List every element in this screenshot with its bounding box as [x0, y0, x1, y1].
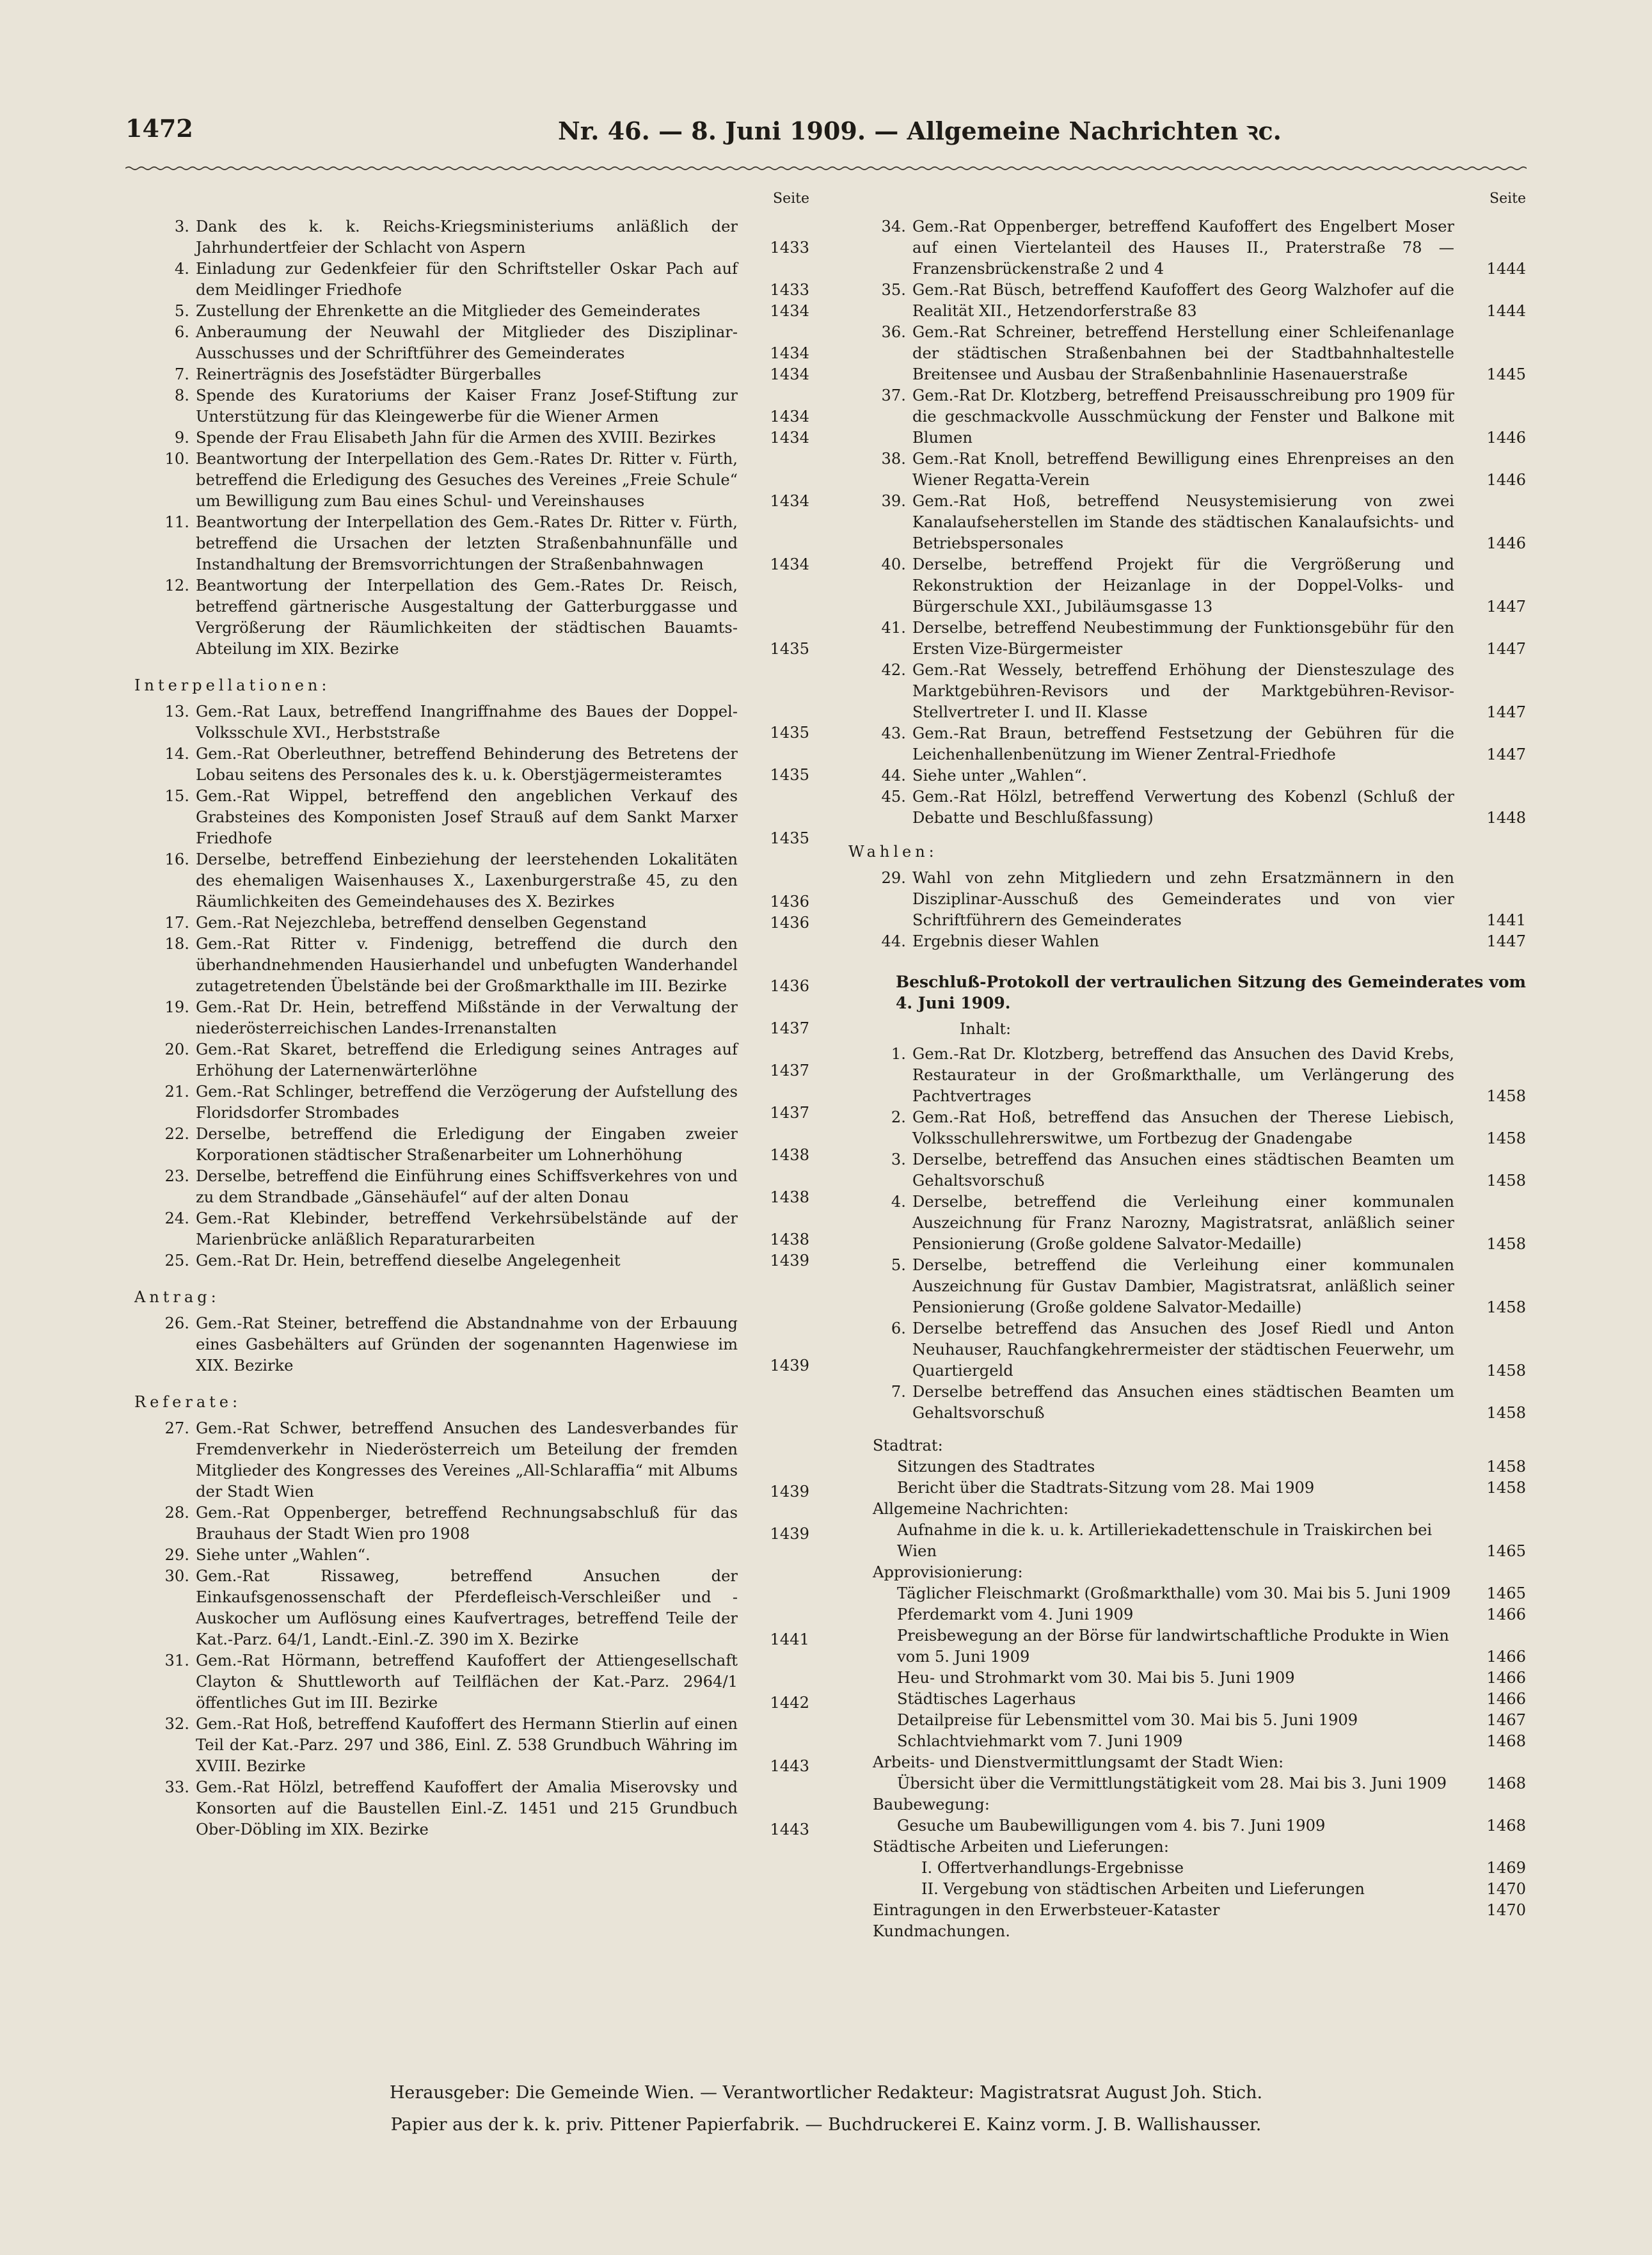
entry-number: 5.	[174, 302, 189, 320]
entry-number: 7.	[891, 1383, 906, 1401]
entry-number: 6.	[174, 323, 189, 341]
toc-entry	[873, 1668, 1526, 1689]
toc-entry	[160, 912, 809, 934]
entry-number: 17.	[164, 914, 189, 932]
entry-text: Approvisionierung:	[873, 1563, 1023, 1581]
entry-text: Derselbe, betreffend die Verleihung einer kommunalen Auszeichnung für Franz Narozny, Magistratsrat, anläßlich seiner Pensionierung (Große goldene Salvator-Medaille)	[912, 1193, 1454, 1253]
section-referate: Referate:	[134, 1393, 242, 1411]
toc-entry	[160, 934, 809, 997]
toc-entry	[160, 1566, 809, 1650]
toc-category	[873, 1752, 1526, 1773]
entry-number: 8.	[174, 386, 189, 404]
entry-page: 1465	[1486, 1542, 1526, 1560]
toc-entry	[877, 449, 1526, 491]
entry-page: 1468	[1486, 1817, 1526, 1835]
entry-text: Gem.-Rat Oppenberger, betreffend Kaufoffert des Engelbert Moser auf einen Viertelanteil des Hauses II., Praterstraße 78 — Franzensbrückenstraße 2 und 4	[912, 218, 1454, 278]
toc-entry	[877, 786, 1526, 829]
entry-page: 1442	[770, 1694, 809, 1712]
entry-text: Gem.-Rat Wessely, betreffend Erhöhung der Diensteszulage des Marktgebühren-Revisors und der Marktgebühren-Revisor-Stellvertreter I. und II. Klasse	[912, 661, 1454, 721]
page-title: Nr. 46. — 8. Juni 1909. — Allgemeine Nachrichten ꝛc.	[558, 116, 1282, 145]
entry-number: 26.	[164, 1314, 189, 1332]
entry-number: 38.	[881, 450, 906, 468]
entry-text: Derselbe, betreffend die Verleihung einer kommunalen Auszeichnung für Gustav Dambier, Magistratsrat, anläßlich seiner Pensionierung (Große goldene Salvator-Medaille)	[912, 1256, 1454, 1316]
entry-text: Dank des k. k. Reichs-Kriegsministeriums anläßlich der Jahrhundertfeier der Schlacht von Aspern	[196, 218, 738, 257]
entry-number: 12.	[164, 577, 189, 594]
entry-text: Gem.-Rat Dr. Klotzberg, betreffend Preisausschreibung pro 1909 für die geschmackvolle Ausschmückung der Fenster und Balkone mit Blumen	[912, 386, 1454, 447]
entry-page: 1466	[1486, 1648, 1526, 1666]
entry-text: II. Vergebung von städtischen Arbeiten und Lieferungen	[921, 1880, 1365, 1898]
entry-text: Gem.-Rat Hölzl, betreffend Verwertung des Kobenzl (Schluß der Debatte und Beschlußfassung)	[912, 788, 1454, 827]
entry-number: 43.	[881, 724, 906, 742]
entry-page: 1439	[770, 1357, 809, 1375]
toc-entry	[160, 216, 809, 259]
toc-entry	[160, 1313, 809, 1376]
toc-entry	[877, 1255, 1526, 1318]
entry-text: Derselbe, betreffend Projekt für die Vergrößerung und Rekonstruktion der Heizanlage in der Doppel-Volks- und Bürgerschule XXI., Jubiläumsgasse 13	[912, 555, 1454, 616]
entry-text: Gem.-Rat Dr. Hein, betreffend dieselbe Angelegenheit	[196, 1252, 621, 1270]
toc-entry	[160, 1250, 809, 1271]
entry-page: 1439	[770, 1252, 809, 1270]
seite-label: Seite	[773, 191, 809, 207]
entry-page: 1458	[1486, 1404, 1526, 1422]
entry-number: 29.	[164, 1546, 189, 1564]
entry-text: Derselbe, betreffend Neubestimmung der Funktionsgebühr für den Ersten Vize-Bürgermeister	[912, 619, 1454, 658]
entry-page: 1466	[1486, 1606, 1526, 1623]
entry-page: 1458	[1486, 1235, 1526, 1253]
entry-text: I. Offertverhandlungs-Ergebnisse	[921, 1859, 1184, 1877]
entry-text: Gem.-Rat Knoll, betreffend Bewilligung eines Ehrenpreises an den Wiener Regatta-Verein	[912, 450, 1454, 489]
entry-page: 1436	[770, 977, 809, 995]
entry-text: Stadtrat:	[873, 1437, 943, 1454]
entry-page: 1434	[770, 365, 809, 383]
entry-page: 1437	[770, 1019, 809, 1037]
entry-text: Sitzungen des Stadtrates	[897, 1458, 1095, 1476]
toc-entry	[873, 1456, 1526, 1478]
entry-page: 1447	[1486, 745, 1526, 763]
entry-text: Gem.-Rat Hölzl, betreffend Kaufoffert der Amalia Miserovsky und Konsorten auf die Baustellen Einl.-Z. 1451 und 215 Grundbuch Ober-Döbling im XIX. Bezirke	[196, 1778, 738, 1838]
toc-category	[873, 1794, 1526, 1815]
entry-text: Derselbe, betreffend die Erledigung der Eingaben zweier Korporationen städtischer Straßenarbeiter um Lohnerhöhung	[196, 1125, 738, 1164]
entry-text: Derselbe betreffend das Ansuchen des Josef Riedl und Anton Neuhauser, Rauchfangkehrermeister der städtischen Feuerwehr, um Quartiergeld	[912, 1319, 1454, 1380]
entry-number: 11.	[164, 513, 189, 531]
entry-number: 30.	[164, 1567, 189, 1585]
entry-text: Gesuche um Baubewilligungen vom 4. bis 7. Juni 1909	[897, 1817, 1326, 1835]
entry-text: Derselbe, betreffend das Ansuchen eines städtischen Beamten um Gehaltsvorschuß	[912, 1151, 1454, 1190]
entry-page: 1434	[770, 408, 809, 426]
entry-number: 3.	[891, 1151, 906, 1168]
entry-number: 40.	[881, 555, 906, 573]
entry-text: Detailpreise für Lebensmittel vom 30. Mai bis 5. Juni 1909	[897, 1711, 1358, 1729]
entry-page: 1447	[1486, 598, 1526, 616]
entry-text: Siehe unter „Wahlen“.	[196, 1546, 370, 1564]
entry-number: 28.	[164, 1504, 189, 1522]
entry-number: 6.	[891, 1319, 906, 1337]
entry-number: 5.	[891, 1256, 906, 1274]
toc-entry	[877, 1044, 1526, 1107]
entry-text: Arbeits- und Dienstvermittlungsamt der Stadt Wien:	[873, 1753, 1284, 1771]
toc-entry	[877, 1382, 1526, 1424]
entry-number: 42.	[881, 661, 906, 679]
entry-page: 1439	[770, 1483, 809, 1501]
toc-category	[873, 1562, 1526, 1583]
entry-text: Gem.-Rat Rissaweg, betreffend Ansuchen der Einkaufsgenossenschaft der Pferdefleisch-Verschleißer und -Auskocher um Auflösung eines Kaufvertrages, betreffend Teile der Kat.-Parz. 64/1, Landt.-Einl.-Z. 390 im X. Bezirke	[196, 1567, 738, 1648]
toc-entry	[160, 1081, 809, 1124]
entry-text: Pferdemarkt vom 4. Juni 1909	[897, 1606, 1134, 1623]
entry-page: 1441	[770, 1630, 809, 1648]
entry-number: 13.	[164, 703, 189, 721]
entry-text: Gem.-Rat Hoß, betreffend Kaufoffert des Hermann Stierlin auf einen Teil der Kat.-Parz. 297 und 386, Einl. Z. 538 Grundbuch Währing im XVIII. Bezirke	[196, 1715, 738, 1775]
entry-text: Preisbewegung an der Börse für landwirtschaftliche Produkte in Wien vom 5. Juni 1909	[897, 1627, 1449, 1666]
toc-entry	[160, 1545, 809, 1566]
entry-page: 1467	[1486, 1711, 1526, 1729]
entry-text: Gem.-Rat Klebinder, betreffend Verkehrsübelstände auf der Marienbrücke anläßlich Reparaturarbeiten	[196, 1209, 738, 1248]
entry-text: Gem.-Rat Skaret, betreffend die Erledigung seines Antrages auf Erhöhung der Laternenwärterlöhne	[196, 1040, 738, 1080]
entry-page: 1435	[770, 829, 809, 847]
toc-entry	[873, 1478, 1526, 1499]
entry-page: 1458	[1486, 1479, 1526, 1497]
entry-page: 1465	[1486, 1584, 1526, 1602]
entry-text: Heu- und Strohmarkt vom 30. Mai bis 5. Juni 1909	[897, 1669, 1295, 1687]
toc-entry	[877, 723, 1526, 765]
toc-entry	[160, 1166, 809, 1208]
entry-page: 1458	[1486, 1172, 1526, 1190]
entry-page: 1447	[1486, 703, 1526, 721]
toc-entry	[873, 1710, 1526, 1731]
entry-number: 4.	[891, 1193, 906, 1211]
toc-entry	[160, 364, 809, 385]
entry-page: 1435	[770, 640, 809, 658]
entry-number: 24.	[164, 1209, 189, 1227]
entry-page: 1438	[770, 1146, 809, 1164]
entry-number: 44.	[881, 767, 906, 785]
entry-page: 1447	[1486, 640, 1526, 658]
entry-page: 1446	[1486, 534, 1526, 552]
entry-text: Aufnahme in die k. u. k. Artilleriekadettenschule in Traiskirchen bei Wien	[897, 1521, 1433, 1560]
toc-entry	[160, 744, 809, 786]
entry-page: 1437	[770, 1104, 809, 1122]
entry-page: 1434	[770, 492, 809, 510]
entry-text: Gem.-Rat Hoß, betreffend das Ansuchen der Therese Liebisch, Volksschullehrerswitwe, um Fortbezug der Gnadengabe	[912, 1108, 1454, 1147]
entry-page: 1433	[770, 239, 809, 257]
entry-text: Gem.-Rat Büsch, betreffend Kaufoffert des Georg Walzhofer auf die Realität XII., Hetzendorferstraße 83	[912, 281, 1454, 320]
entry-number: 18.	[164, 935, 189, 953]
entry-text: Gem.-Rat Ritter v. Findenigg, betreffend die durch den überhandnehmenden Hausierhandel und unbefugten Wanderhandel zutagetretenden Übelstände bei der Großmarkthalle im III. Bezirke	[196, 935, 738, 995]
entry-text: Gem.-Rat Hoß, betreffend Neusystemisierung von zwei Kanalaufseherstellen im Stande des städtischen Kanalaufsichts- und Betriebspersonales	[912, 492, 1454, 552]
toc-entry	[160, 849, 809, 912]
protokoll-heading: Beschluß-Protokoll der vertraulichen Sitzung des Gemeinderates vom 4. Juni 1909.	[896, 973, 1526, 1012]
entry-page: 1434	[770, 344, 809, 362]
entry-text: Gem.-Rat Wippel, betreffend den angeblichen Verkauf des Grabsteines des Komponisten Josef Strauß auf dem Sankt Marxer Friedhofe	[196, 787, 738, 847]
entry-page: 1439	[770, 1525, 809, 1543]
entry-text: Spende der Frau Elisabeth Jahn für die Armen des XVIII. Bezirkes	[196, 429, 716, 447]
entry-number: 15.	[164, 787, 189, 805]
toc-category	[873, 1435, 1526, 1456]
entry-text: Eintragungen in den Erwerbsteuer-Kataster	[873, 1901, 1220, 1919]
entry-page: 1458	[1486, 1298, 1526, 1316]
entry-text: Kundmachungen.	[873, 1922, 1010, 1940]
toc-entry	[160, 1208, 809, 1250]
entry-number: 39.	[881, 492, 906, 510]
section-interpellationen: Interpellationen:	[134, 676, 331, 694]
entry-page: 1468	[1486, 1774, 1526, 1792]
entry-number: 34.	[881, 218, 906, 235]
entry-text: Gem.-Rat Dr. Hein, betreffend Mißstände in der Verwaltung der niederösterreichischen Landes-Irrenanstalten	[196, 998, 738, 1037]
entries-list-interpellationen	[160, 701, 809, 1271]
stadtrat-list	[873, 1435, 1526, 1942]
entries-list-referate	[160, 1418, 809, 1840]
toc-entry	[877, 765, 1526, 786]
entry-page: 1468	[1486, 1732, 1526, 1750]
header-rule	[125, 165, 1527, 171]
entry-page: 1445	[1486, 365, 1526, 383]
entry-text: Gem.-Rat Oppenberger, betreffend Rechnungsabschluß für das Brauhaus der Stadt Wien pro 1908	[196, 1504, 738, 1543]
toc-category	[873, 1837, 1526, 1858]
entry-text: Städtisches Lagerhaus	[897, 1690, 1076, 1708]
entry-text: Derselbe betreffend das Ansuchen eines städtischen Beamten um Gehaltsvorschuß	[912, 1383, 1454, 1422]
entry-text: Baubewegung:	[873, 1796, 990, 1813]
toc-entry	[877, 322, 1526, 385]
toc-entry	[160, 997, 809, 1039]
toc-entry	[873, 1900, 1526, 1921]
toc-entry	[873, 1583, 1526, 1604]
entry-number: 37.	[881, 386, 906, 404]
toc-entry	[873, 1689, 1526, 1710]
entry-page: 1458	[1486, 1087, 1526, 1105]
entry-text: Derselbe, betreffend Einbeziehung der leerstehenden Lokalitäten des ehemaligen Waisenhauses X., Laxenburgerstraße 45, zu den Räumlichkeiten des Gemeindehauses des X. Bezirkes	[196, 850, 738, 911]
entry-page: 1469	[1486, 1859, 1526, 1877]
entry-text: Einladung zur Gedenkfeier für den Schriftsteller Oskar Pach auf dem Meidlinger Friedhofe	[196, 260, 738, 299]
entry-number: 29.	[881, 869, 906, 887]
entry-page: 1433	[770, 281, 809, 299]
entry-number: 1.	[891, 1045, 906, 1063]
toc-entry	[160, 1502, 809, 1545]
toc-category	[873, 1499, 1526, 1520]
entry-text: Beantwortung der Interpellation des Gem.-Rates Dr. Ritter v. Fürth, betreffend die Ursachen der letzten Straßenbahnunfälle und Instandhaltung der Bremsvorrichtungen der Straßenbahnwagen	[196, 513, 738, 573]
entry-number: 41.	[881, 619, 906, 637]
toc-entry	[160, 427, 809, 449]
entry-page: 1437	[770, 1062, 809, 1080]
entries-list-antrag	[160, 1313, 809, 1376]
entry-page: 1444	[1486, 302, 1526, 320]
entry-text: Gem.-Rat Dr. Klotzberg, betreffend das Ansuchen des David Krebs, Restaurateur in der Großmarkthalle, um Verlängerung des Pachtvertrages	[912, 1045, 1454, 1105]
entry-page: 1443	[770, 1757, 809, 1775]
entry-text: Anberaumung der Neuwahl der Mitglieder des Disziplinar-Ausschusses und der Schriftführer des Gemeinderates	[196, 323, 738, 362]
entry-number: 9.	[174, 429, 189, 447]
entry-page: 1435	[770, 724, 809, 742]
entry-page: 1436	[770, 893, 809, 911]
toc-entry	[877, 1318, 1526, 1382]
toc-entry	[877, 931, 1526, 952]
entry-text: Gem.-Rat Oberleuthner, betreffend Behinderung des Betretens der Lobau seitens des Personales des k. u. k. Oberstjägermeisteramtes	[196, 745, 738, 784]
entry-page: 1435	[770, 766, 809, 784]
entry-text: Gem.-Rat Steiner, betreffend die Abstandnahme von der Erbauung eines Gasbehälters auf Gründen der sogenannten Hagenwiese im XIX. Bezirke	[196, 1314, 738, 1375]
entry-text: Reinerträgnis des Josefstädter Bürgerballes	[196, 365, 541, 383]
page-number: 1472	[125, 114, 193, 143]
entry-page: 1446	[1486, 471, 1526, 489]
entry-number: 4.	[174, 260, 189, 278]
toc-entry	[873, 1815, 1526, 1837]
entry-page: 1434	[770, 302, 809, 320]
toc-entry	[877, 216, 1526, 280]
inhalt-label: Inhalt:	[960, 1020, 1012, 1038]
toc-entry	[873, 1520, 1526, 1562]
toc-entry	[877, 618, 1526, 660]
toc-entry	[873, 1858, 1526, 1879]
toc-entry	[160, 701, 809, 744]
entry-number: 22.	[164, 1125, 189, 1143]
entries-list-wahlen	[877, 868, 1526, 952]
entry-number: 23.	[164, 1167, 189, 1185]
entry-number: 33.	[164, 1778, 189, 1796]
toc-entry	[160, 1039, 809, 1081]
toc-entry	[877, 280, 1526, 322]
entry-number: 2.	[891, 1108, 906, 1126]
entry-text: Gem.-Rat Schreiner, betreffend Herstellung einer Schleifenanlage der städtischen Straßenbahnen bei der Stadtbahnhaltestelle Breitensee und Ausbau der Straßenbahnlinie Hasenauerstraße	[912, 323, 1454, 383]
entry-number: 44.	[881, 932, 906, 950]
toc-entry	[160, 1124, 809, 1166]
entry-page: 1466	[1486, 1690, 1526, 1708]
entry-number: 45.	[881, 788, 906, 806]
toc-entry	[160, 575, 809, 660]
entry-page: 1458	[1486, 1362, 1526, 1380]
entry-text: Zustellung der Ehrenkette an die Mitglieder des Gemeinderates	[196, 302, 701, 320]
toc-entry	[160, 449, 809, 512]
section-antrag: Antrag:	[134, 1288, 220, 1306]
entry-page: 1446	[1486, 429, 1526, 447]
toc-entry	[160, 1714, 809, 1777]
entry-text: Ergebnis dieser Wahlen	[912, 932, 1099, 950]
entry-number: 31.	[164, 1652, 189, 1669]
toc-entry	[877, 1191, 1526, 1255]
entry-page: 1470	[1486, 1901, 1526, 1919]
entry-text: Siehe unter „Wahlen“.	[912, 767, 1087, 785]
toc-entry	[160, 322, 809, 364]
entry-text: Beantwortung der Interpellation des Gem.-Rates Dr. Ritter v. Fürth, betreffend die Erledigung des Gesuches des Vereines „Freie Schule“ um Bewilligung zum Bau eines Schul- und Vereinshauses	[196, 450, 738, 510]
entry-number: 36.	[881, 323, 906, 341]
entry-page: 1458	[1486, 1458, 1526, 1476]
entry-text: Gem.-Rat Nejezchleba, betreffend denselben Gegenstand	[196, 914, 647, 932]
entry-page: 1443	[770, 1821, 809, 1838]
toc-entry	[877, 554, 1526, 618]
toc-entry	[160, 1650, 809, 1714]
toc-entry	[160, 259, 809, 301]
entry-text: Spende des Kuratoriums der Kaiser Franz Josef-Stiftung zur Unterstützung für das Kleingewerbe für die Wiener Armen	[196, 386, 738, 426]
entries-list-b	[877, 216, 1526, 829]
entry-text: Gem.-Rat Laux, betreffend Inangriffnahme des Baues der Doppel-Volksschule XVI., Herbststraße	[196, 703, 738, 742]
toc-entry	[160, 385, 809, 427]
toc-entry	[873, 1879, 1526, 1900]
seite-label-right: Seite	[1489, 191, 1526, 207]
entry-text: Täglicher Fleischmarkt (Großmarkthalle) vom 30. Mai bis 5. Juni 1909	[897, 1584, 1451, 1602]
entry-text: Wahl von zehn Mitgliedern und zehn Ersatzmännern in den Disziplinar-Ausschuß des Gemeinderates und von vier Schriftführern des Gemeinderates	[912, 869, 1454, 929]
entry-number: 21.	[164, 1083, 189, 1101]
toc-entry	[877, 491, 1526, 554]
entry-page: 1438	[770, 1231, 809, 1248]
toc-entry	[877, 1149, 1526, 1191]
entries-list-protokoll	[877, 1044, 1526, 1424]
entry-page: 1436	[770, 914, 809, 932]
entry-text: Derselbe, betreffend die Einführung eines Schiffsverkehres von und zu dem Strandbade „Gänsehäufel“ auf der alten Donau	[196, 1167, 738, 1206]
footer-printer: Papier aus der k. k. priv. Pittener Papierfabrik. — Buchdruckerei E. Kainz vorm. J. B. Wallishausser.	[390, 2115, 1262, 2135]
footer-publisher: Herausgeber: Die Gemeinde Wien. — Verantwortlicher Redakteur: Magistratsrat August Joh. Stich.	[389, 2083, 1263, 2103]
toc-entry	[873, 1625, 1526, 1668]
toc-entry	[873, 1773, 1526, 1794]
entry-number: 35.	[881, 281, 906, 299]
section-wahlen: Wahlen:	[848, 843, 938, 861]
entry-page: 1470	[1486, 1880, 1526, 1898]
entry-number: 16.	[164, 850, 189, 868]
entry-text: Bericht über die Stadtrats-Sitzung vom 28. Mai 1909	[897, 1479, 1315, 1497]
entry-number: 3.	[174, 218, 189, 235]
entry-page: 1434	[770, 555, 809, 573]
entry-text: Beantwortung der Interpellation des Gem.-Rates Dr. Reisch, betreffend gärtnerische Ausgestaltung der Gatterburggasse und Vergrößerung der Räumlichkeiten der städtischen Bauamts-Abteilung im XIX. Bezirke	[196, 577, 738, 658]
entry-text: Allgemeine Nachrichten:	[873, 1500, 1069, 1518]
toc-entry	[877, 868, 1526, 931]
entry-page: 1447	[1486, 932, 1526, 950]
entry-number: 20.	[164, 1040, 189, 1058]
toc-category	[873, 1921, 1526, 1942]
toc-entry	[160, 786, 809, 849]
entry-number: 19.	[164, 998, 189, 1016]
toc-entry	[160, 301, 809, 322]
entry-text: Gem.-Rat Schlinger, betreffend die Verzögerung der Aufstellung des Floridsdorfer Strombades	[196, 1083, 738, 1122]
entry-page: 1434	[770, 429, 809, 447]
entry-text: Städtische Arbeiten und Lieferungen:	[873, 1838, 1169, 1856]
entry-page: 1438	[770, 1188, 809, 1206]
entry-text: Gem.-Rat Hörmann, betreffend Kaufoffert der Attiengesellschaft Clayton & Shuttleworth auf Teilflächen der Kat.-Parz. 2964/1 öffentliches Gut im III. Bezirke	[196, 1652, 738, 1712]
entry-number: 14.	[164, 745, 189, 763]
entry-number: 25.	[164, 1252, 189, 1270]
entry-page: 1444	[1486, 260, 1526, 278]
toc-entry	[877, 660, 1526, 723]
toc-entry	[873, 1604, 1526, 1625]
entry-page: 1448	[1486, 809, 1526, 827]
toc-entry	[160, 512, 809, 575]
toc-entry	[877, 1107, 1526, 1149]
entry-number: 32.	[164, 1715, 189, 1733]
toc-entry	[160, 1777, 809, 1840]
entries-list-a	[160, 216, 809, 660]
entry-page: 1466	[1486, 1669, 1526, 1687]
entry-text: Schlachtviehmarkt vom 7. Juni 1909	[897, 1732, 1183, 1750]
page-header	[125, 114, 1533, 152]
entry-text: Gem.-Rat Schwer, betreffend Ansuchen des Landesverbandes für Fremdenverkehr in Niederösterreich um Beteilung der fremden Mitglieder des Kongresses des Vereines „All-Schlaraffia“ mit Albums der Stadt Wien	[196, 1419, 738, 1501]
toc-entry	[873, 1731, 1526, 1752]
entry-page: 1458	[1486, 1129, 1526, 1147]
entry-number: 27.	[164, 1419, 189, 1437]
entry-text: Übersicht über die Vermittlungstätigkeit vom 28. Mai bis 3. Juni 1909	[897, 1774, 1447, 1792]
entry-number: 10.	[164, 450, 189, 468]
toc-entry	[160, 1418, 809, 1502]
toc-entry	[877, 385, 1526, 449]
entry-text: Gem.-Rat Braun, betreffend Festsetzung der Gebühren für die Leichenhallenbenützung im Wiener Zentral-Friedhofe	[912, 724, 1454, 763]
entry-page: 1441	[1486, 911, 1526, 929]
entry-number: 7.	[174, 365, 189, 383]
